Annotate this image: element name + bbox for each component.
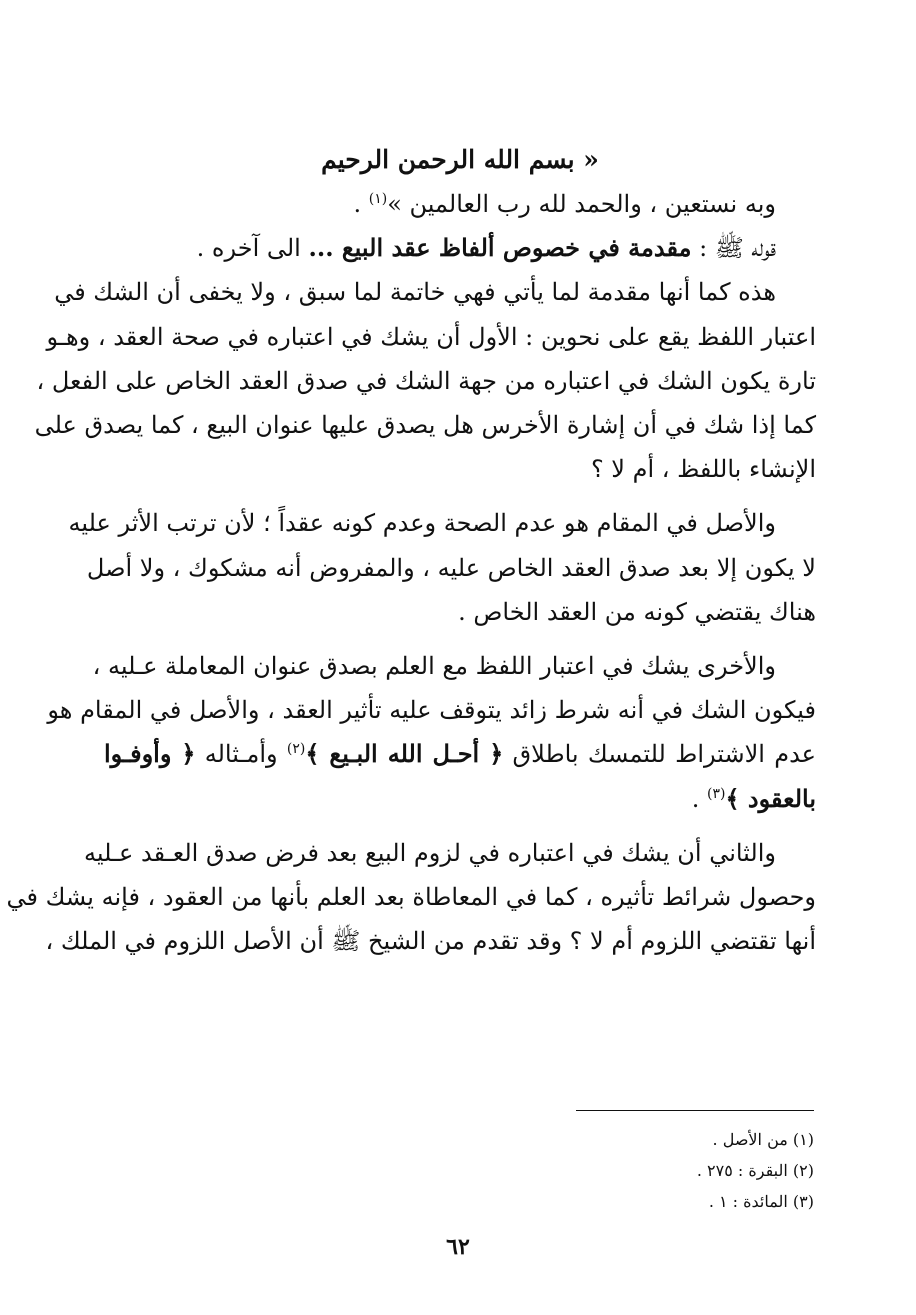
text-line [104, 590, 816, 634]
footnote-3: (٣) المائدة : ١ . [708, 1192, 814, 1211]
text-line [36, 359, 816, 403]
text-line [104, 777, 816, 821]
main-text [6, 138, 816, 963]
text-line [104, 226, 816, 270]
line-text: . [691, 784, 707, 813]
text-line [104, 447, 816, 491]
bold-phrase: ﴿ أحـل الله البـيع ﴾ [305, 739, 504, 769]
text-line [83, 831, 816, 875]
text-line [6, 875, 816, 919]
basmala-heading: « بسم الله الرحمن الرحيم [321, 145, 599, 174]
footnote-divider [576, 1110, 814, 1111]
text-line [54, 270, 816, 314]
line-text: الإنشاء باللفظ ، أم لا ؟ [590, 455, 816, 484]
line-text: والأصل في المقام هو عدم الصحة وعدم كونه عقداً ؛ لأن ترتب الأثر عليه [68, 509, 776, 538]
line-text: وأمـثاله [195, 740, 287, 769]
text-line [45, 919, 816, 963]
text-line [34, 403, 816, 447]
line-text: هناك يقتضي كونه من العقد الخاص . [458, 597, 816, 626]
line-text: عدم الاشتراط للتمسك باطلاق [503, 740, 816, 769]
text-line [104, 182, 816, 226]
bold-phrase: ﴿ وأوفـوا [104, 739, 196, 769]
line-text: هذه كما أنها مقدمة لما يأتي فهي خاتمة لما سبق ، ولا يخفى أن الشك في [54, 278, 776, 307]
line-text: وحصول شرائط تأثيره ، كما في المعاطاة بعد العلم بأنها من العقود ، فإنه يشك في [6, 883, 816, 912]
line-text: فيكون الشك في أنه شرط زائد يتوقف عليه تأثير العقد ، والأصل في المقام هو [47, 696, 816, 725]
line-text: كما إذا شك في أن إشارة الأخرس هل يصدق عليها عنوان البيع ، كما يصدق على [34, 411, 816, 440]
text-line [92, 644, 816, 688]
footnotes [314, 1124, 814, 1217]
text-line [47, 688, 816, 732]
line-text: وبه نستعين ، والحمد لله رب العالمين » [387, 190, 776, 218]
bold-phrase: بالعقود ﴾ [725, 783, 816, 813]
line-text: اعتبار اللفظ يقع على نحوين : الأول أن يشك في اعتباره في صحة العقد ، وهـو [46, 322, 816, 351]
footnote-marker: (٣) [707, 785, 726, 802]
footnote-marker: (٢) [286, 741, 306, 758]
bold-phrase: مقدمة في خصوص ألفاظ عقد البيع ... [308, 233, 692, 263]
line-text: والأخرى يشك في اعتبار اللفظ مع العلم بصدق عنوان المعاملة عـليه ، [92, 652, 776, 681]
footnote-marker: (١) [368, 191, 388, 207]
line-text: الى آخره . [196, 234, 309, 263]
line-text: قوله ﷺ : [691, 234, 776, 263]
line-text: والثاني أن يشك في اعتباره في لزوم البيع بعد فرض صدق العـقد عـليه [83, 838, 776, 867]
text-line [68, 501, 816, 545]
line-text: لا يكون إلا بعد صدق العقد الخاص عليه ، والمفروض أنه مشكوك ، ولا أصل [86, 553, 816, 582]
footnote-1: (١) من الأصل . [712, 1130, 814, 1149]
text-line [46, 315, 816, 359]
line-text: تارة يكون الشك في اعتباره من جهة الشك في صدق العقد الخاص على الفعل ، [36, 366, 816, 395]
text-line [104, 732, 816, 776]
footnote-2: (٢) البقرة : ٢٧٥ . [696, 1161, 814, 1180]
text-line [86, 546, 816, 590]
body-lines [6, 182, 816, 963]
page-number: ٦٢ [446, 1234, 470, 1260]
line-text: . [353, 190, 369, 218]
line-text: أنها تقتضي اللزوم أم لا ؟ وقد تقدم من الشيخ ﷺ أن الأصل اللزوم في الملك ، [45, 927, 816, 956]
